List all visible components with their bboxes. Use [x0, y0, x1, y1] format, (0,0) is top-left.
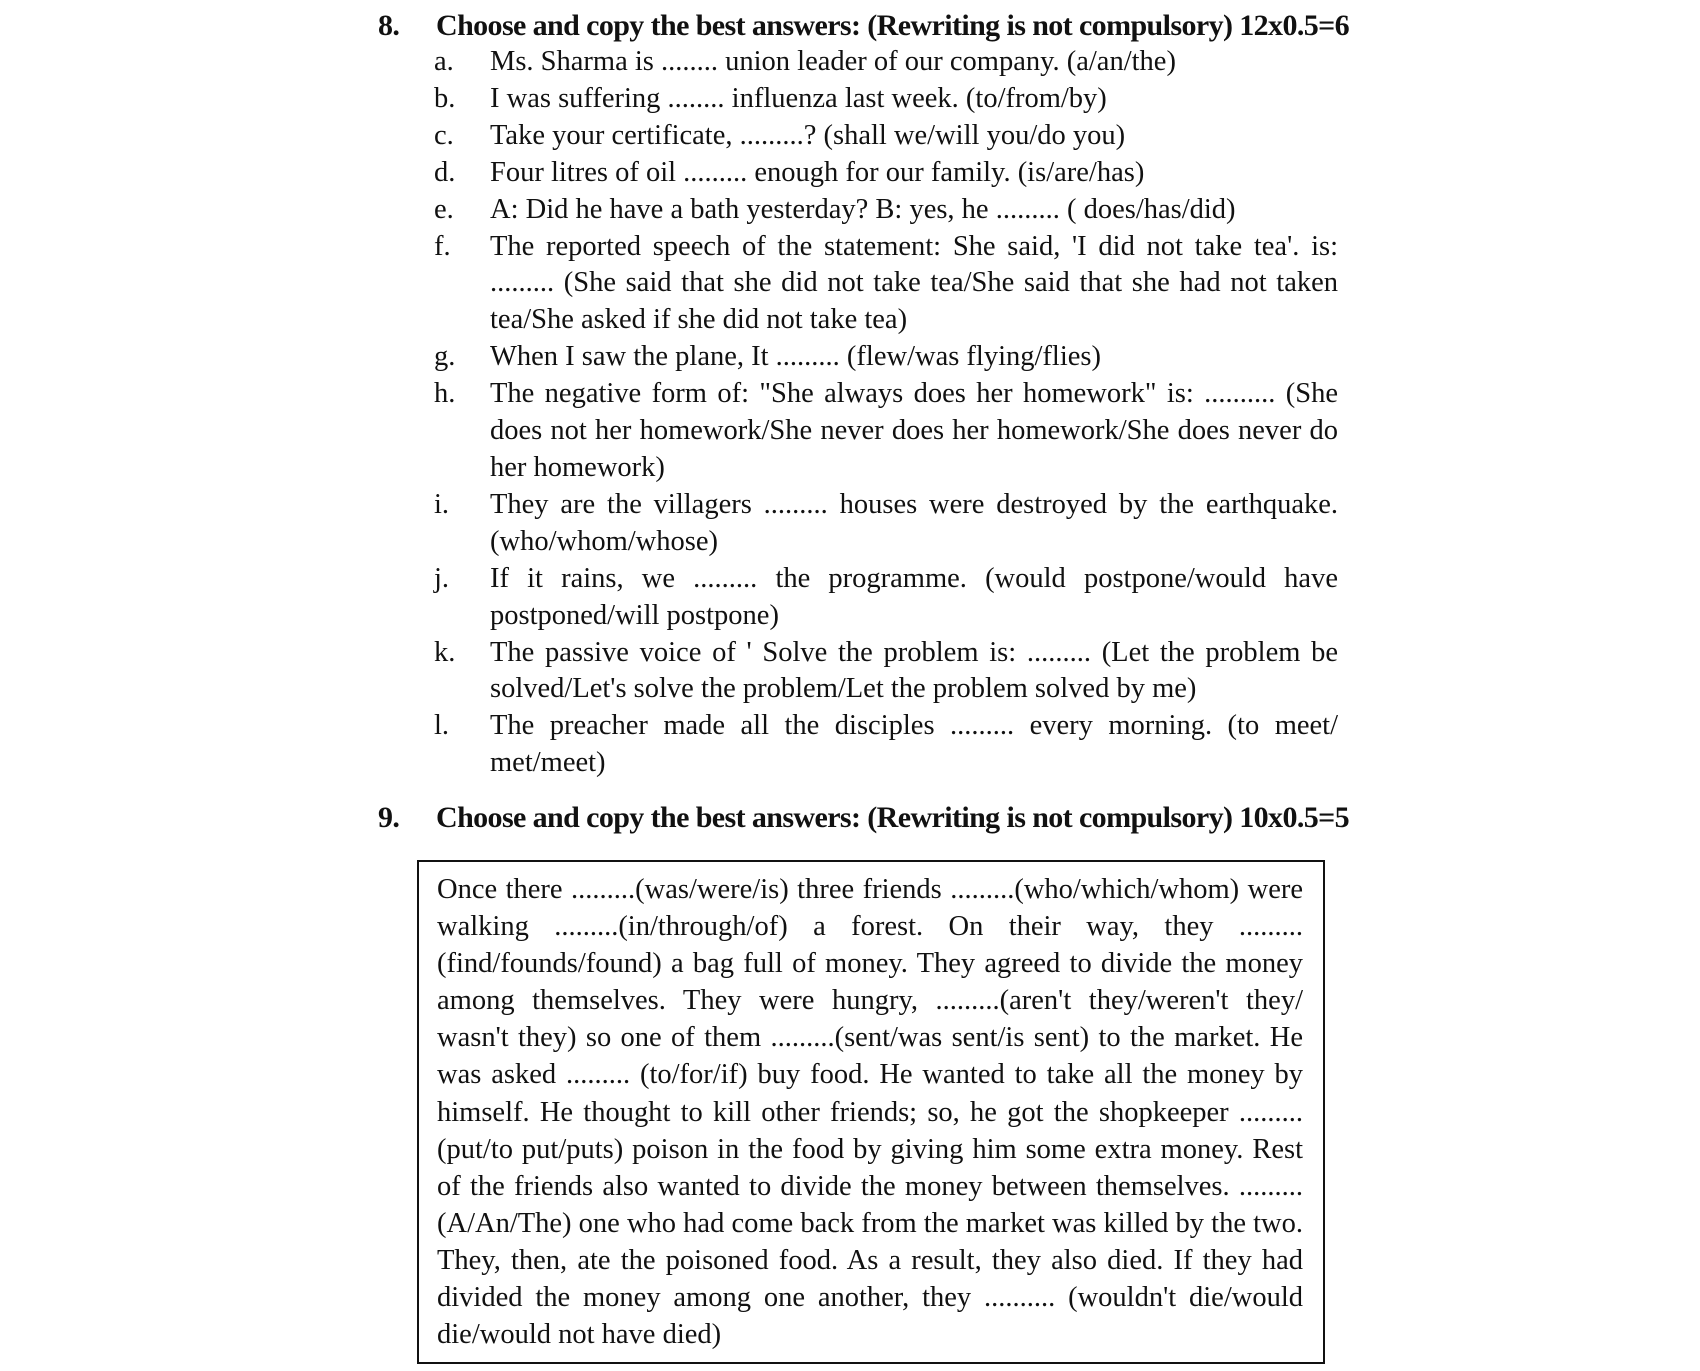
- item-letter: k.: [434, 636, 456, 668]
- cloze-passage-text: Once there .........(was/were/is) three friends .........(who/which/whom) were walking .........(in/through/of) a forest. On their way, they ......... (find/founds/found) a bag full of money. They agreed to divide the money among themselves. They were hungry, .........(aren't they/weren't they/ wasn't they) so one of them .........(sent/was sent/is sent) to the market. He was asked ......... (to/for/if) buy food. He wanted to take all the money by himself. He thought to kill other friends; so, he got the shopkeeper .........(put/to put/puts) poison in the food by giving him some extra money. Rest of the friends also wanted to divide the money between themselves. ......... (A/An/The) one who had come back from the market was killed by the two. They, then, ate the poisoned food. As a result, they also died. If they had divided the money among one another, they .......... (wouldn't die/would die/would not have died): [437, 874, 1303, 1351]
- question-8-item: [434, 155, 1338, 192]
- item-text: They are the villagers ......... houses were destroyed by the earthquake. (who/whom/whose): [490, 488, 1338, 557]
- item-letter: a.: [434, 46, 454, 77]
- question-8-heading: [378, 8, 1350, 44]
- item-text: Take your certificate, .........? (shall we/will you/do you): [490, 119, 1126, 151]
- question-8-number: 8.: [378, 9, 400, 42]
- item-text: Four litres of oil ......... enough for our family. (is/are/has): [490, 156, 1145, 188]
- question-8-item: [434, 81, 1338, 118]
- item-letter: e.: [434, 193, 454, 225]
- question-8-item-list: [434, 44, 1338, 782]
- cloze-passage-box: [417, 860, 1325, 1364]
- item-letter: g.: [434, 341, 456, 373]
- question-9-heading: [378, 800, 1350, 836]
- item-letter: d.: [434, 156, 456, 188]
- question-9-instruction: Choose and copy the best answers: (Rewriting is not compulsory) 10x0.5=5: [436, 801, 1350, 834]
- question-8-item: [434, 708, 1338, 782]
- question-8-item: [434, 192, 1338, 229]
- question-8-item: [434, 229, 1338, 340]
- question-8-item: [434, 339, 1338, 376]
- item-text: The passive voice of ' Solve the problem is: ......... (Let the problem be solved/Let's solve the problem/Let the problem solved by me): [490, 636, 1338, 705]
- item-letter: j.: [434, 562, 450, 594]
- item-letter: c.: [434, 119, 454, 151]
- item-letter: h.: [434, 378, 456, 410]
- item-text: The negative form of: "She always does her homework" is: .......... (She does not her homework/She never does her homework/She does never do her homework): [490, 378, 1338, 483]
- item-letter: f.: [434, 230, 451, 262]
- question-8-item: [434, 561, 1338, 635]
- item-text: I was suffering ........ influenza last week. (to/from/by): [490, 82, 1107, 114]
- item-text: The reported speech of the statement: She said, 'I did not take tea'. is: ......... (She said that she did not take tea/She said that she had not taken tea/She asked if she did not take tea): [490, 230, 1338, 336]
- question-8-item: [434, 44, 1338, 81]
- item-text: Ms. Sharma is ........ union leader of our company. (a/an/the): [490, 46, 1176, 77]
- item-text: A: Did he have a bath yesterday? B: yes, he ......... ( does/has/did): [490, 193, 1236, 225]
- question-8-item: [434, 118, 1338, 155]
- question-8-item: [434, 376, 1338, 487]
- item-text: The preacher made all the disciples ......... every morning. (to meet/ met/meet): [490, 710, 1338, 779]
- item-letter: b.: [434, 82, 456, 114]
- item-text: If it rains, we ......... the programme. (would postpone/would have postponed/will postpone): [490, 562, 1338, 631]
- question-9-number: 9.: [378, 801, 400, 834]
- question-8-instruction: Choose and copy the best answers: (Rewriting is not compulsory) 12x0.5=6: [436, 9, 1350, 42]
- item-letter: i.: [434, 488, 450, 520]
- question-8-item: [434, 635, 1338, 709]
- question-8-item: [434, 487, 1338, 561]
- item-letter: l.: [434, 710, 450, 742]
- item-text: When I saw the plane, It ......... (flew/was flying/flies): [490, 341, 1101, 373]
